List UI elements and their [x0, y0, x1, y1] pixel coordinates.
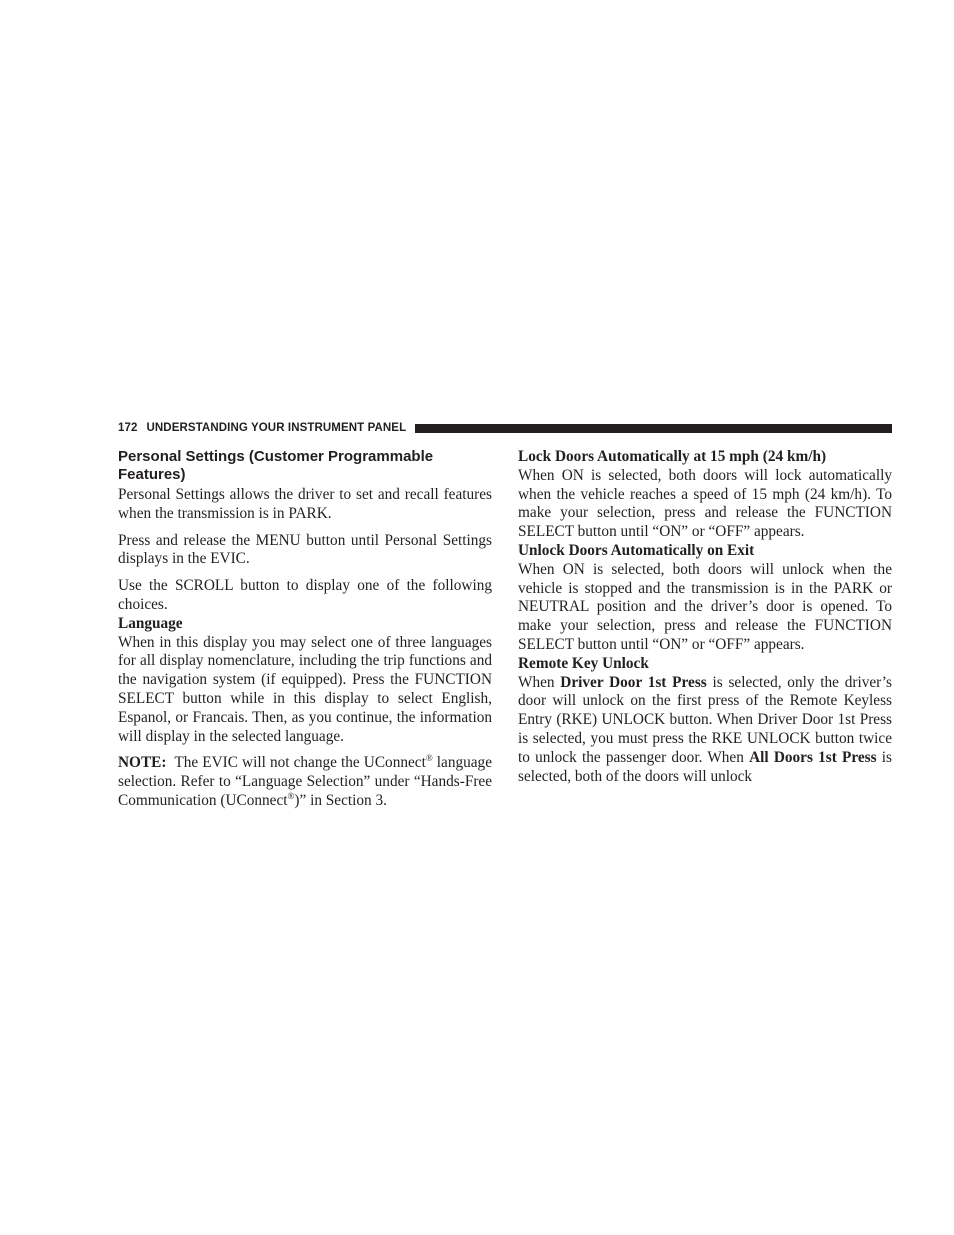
driver-door-option: Driver Door 1st Press: [560, 673, 707, 691]
remote-text-c: is selected, only the driver’s door will unlock on the first press of the Remote Keyless Entry (RKE) UNLOCK button. When Driver Door 1st Press is selected, you must press the RKE UNLOCK button twice to unlock the passenger door. When: [518, 673, 892, 766]
scroll-paragraph: Use the SCROLL button to display one of the following choices.: [118, 577, 492, 613]
remote-key-heading: Remote Key Unlock: [518, 654, 649, 672]
remote-text-d: is selected, both of the doors will unlock: [518, 748, 892, 785]
intro-paragraph: Personal Settings allows the driver to set and recall features when the transmission is in PARK.: [118, 486, 492, 522]
unlock-doors-heading: Unlock Doors Automatically on Exit: [518, 541, 755, 559]
running-section-title: UNDERSTANDING YOUR INSTRUMENT PANEL: [146, 422, 407, 434]
registered-mark: ®: [287, 790, 295, 801]
registered-mark: ®: [425, 753, 433, 764]
note-text-c: )” in Section 3.: [294, 791, 387, 809]
lock-doors-heading: Lock Doors Automatically at 15 mph (24 km/h): [518, 448, 827, 465]
note-text-b: language selection. Refer to “Language Selection” under “Hands-Free Communication (UConnect: [118, 754, 493, 809]
unlock-doors-paragraph: When ON is selected, both doors will unlock when the vehicle is stopped and the transmission is in the PARK or NEUTRAL position and the driver’s door is opened. To make your selection, press and release the FUNCTION SELECT button until “ON” or “OFF” appears.: [518, 560, 892, 653]
lock-doors-paragraph: When ON is selected, both doors will lock automatically when the vehicle reaches a speed of 15 mph (24 km/h). To make your selection, press and release the FUNCTION SELECT button until “ON” or “OFF” appears.: [518, 466, 892, 541]
language-paragraph: When in this display you may select one of three languages for all display nomenclature, including the trip functions and the navigation system (if equipped). Press the FUNCTION SELECT button while in this display to select English, Espanol, or Francais. Then, as you continue, the information will display in the selected language.: [118, 633, 492, 745]
language-heading: Language: [118, 614, 183, 632]
note-text-a: The EVIC will not change the UConnect: [174, 754, 426, 772]
note-label: NOTE:: [118, 754, 167, 772]
page-header: [118, 420, 892, 436]
section-heading: Personal Settings (Customer Programmable Features): [118, 448, 434, 483]
remote-text-a: When: [518, 673, 561, 691]
all-doors-option: All Doors 1st Press: [749, 748, 877, 766]
page-number: 172: [118, 422, 138, 434]
remote-key-paragraph: [518, 674, 892, 787]
note-paragraph: [118, 754, 492, 810]
left-column: [118, 448, 492, 811]
header-rule: [415, 424, 892, 433]
right-column: [518, 448, 892, 786]
menu-paragraph: Press and release the MENU button until Personal Settings displays in the EVIC.: [118, 531, 492, 568]
